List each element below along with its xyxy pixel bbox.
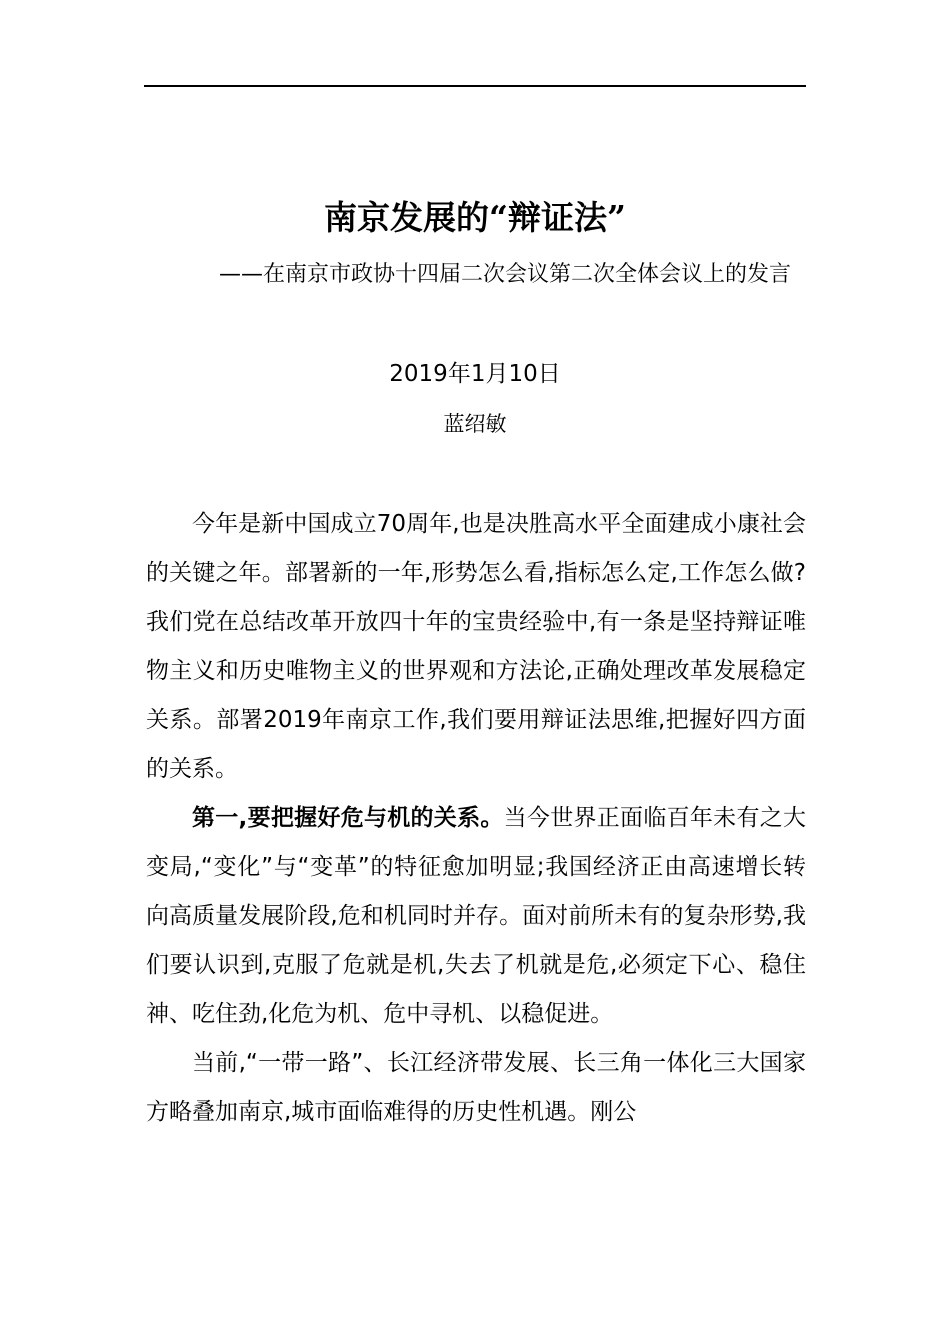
paragraph [146,500,806,794]
paragraph-text: 当前,“一带一路”、长江经济带发展、长三角一体化三大国家方略叠加南京,城市面临难得的历史性机遇。刚公 [146,1050,806,1125]
document-body [146,500,806,1137]
paragraph-lead: 第一,要把握好危与机的关系。 [192,805,504,831]
paragraph [146,794,806,1039]
document-title: 南京发展的“辩证法” [324,198,626,237]
paragraph-text: 当今世界正面临百年未有之大变局,“变化”与“变革”的特征愈加明显;我国经济正由高速增长转向高质量发展阶段,危和机同时并存。面对前所未有的复杂形势,我们要认识到,克服了危就是机,失去了机就是危,必须定下心、稳住神、吃住劲,化危为机、危中寻机、以稳促进。 [146,805,807,1027]
header-rule [144,85,806,87]
document-author: 蓝绍敏 [443,412,507,436]
paragraph-text: 今年是新中国成立70周年,也是决胜高水平全面建成小康社会的关键之年。部署新的一年,形势怎么看,指标怎么定,工作怎么做?我们党在总结改革开放四十年的宝贵经验中,有一条是坚持辩证唯物主义和历史唯物主义的世界观和方法论,正确处理改革发展稳定关系。部署2019年南京工作,我们要用辩证法思维,把握好四方面的关系。 [146,511,806,782]
document-date: 2019年1月10日 [389,361,561,387]
document-subtitle: ——在南京市政协十四届二次会议第二次全体会议上的发言 [218,262,791,287]
paragraph [146,1039,806,1137]
